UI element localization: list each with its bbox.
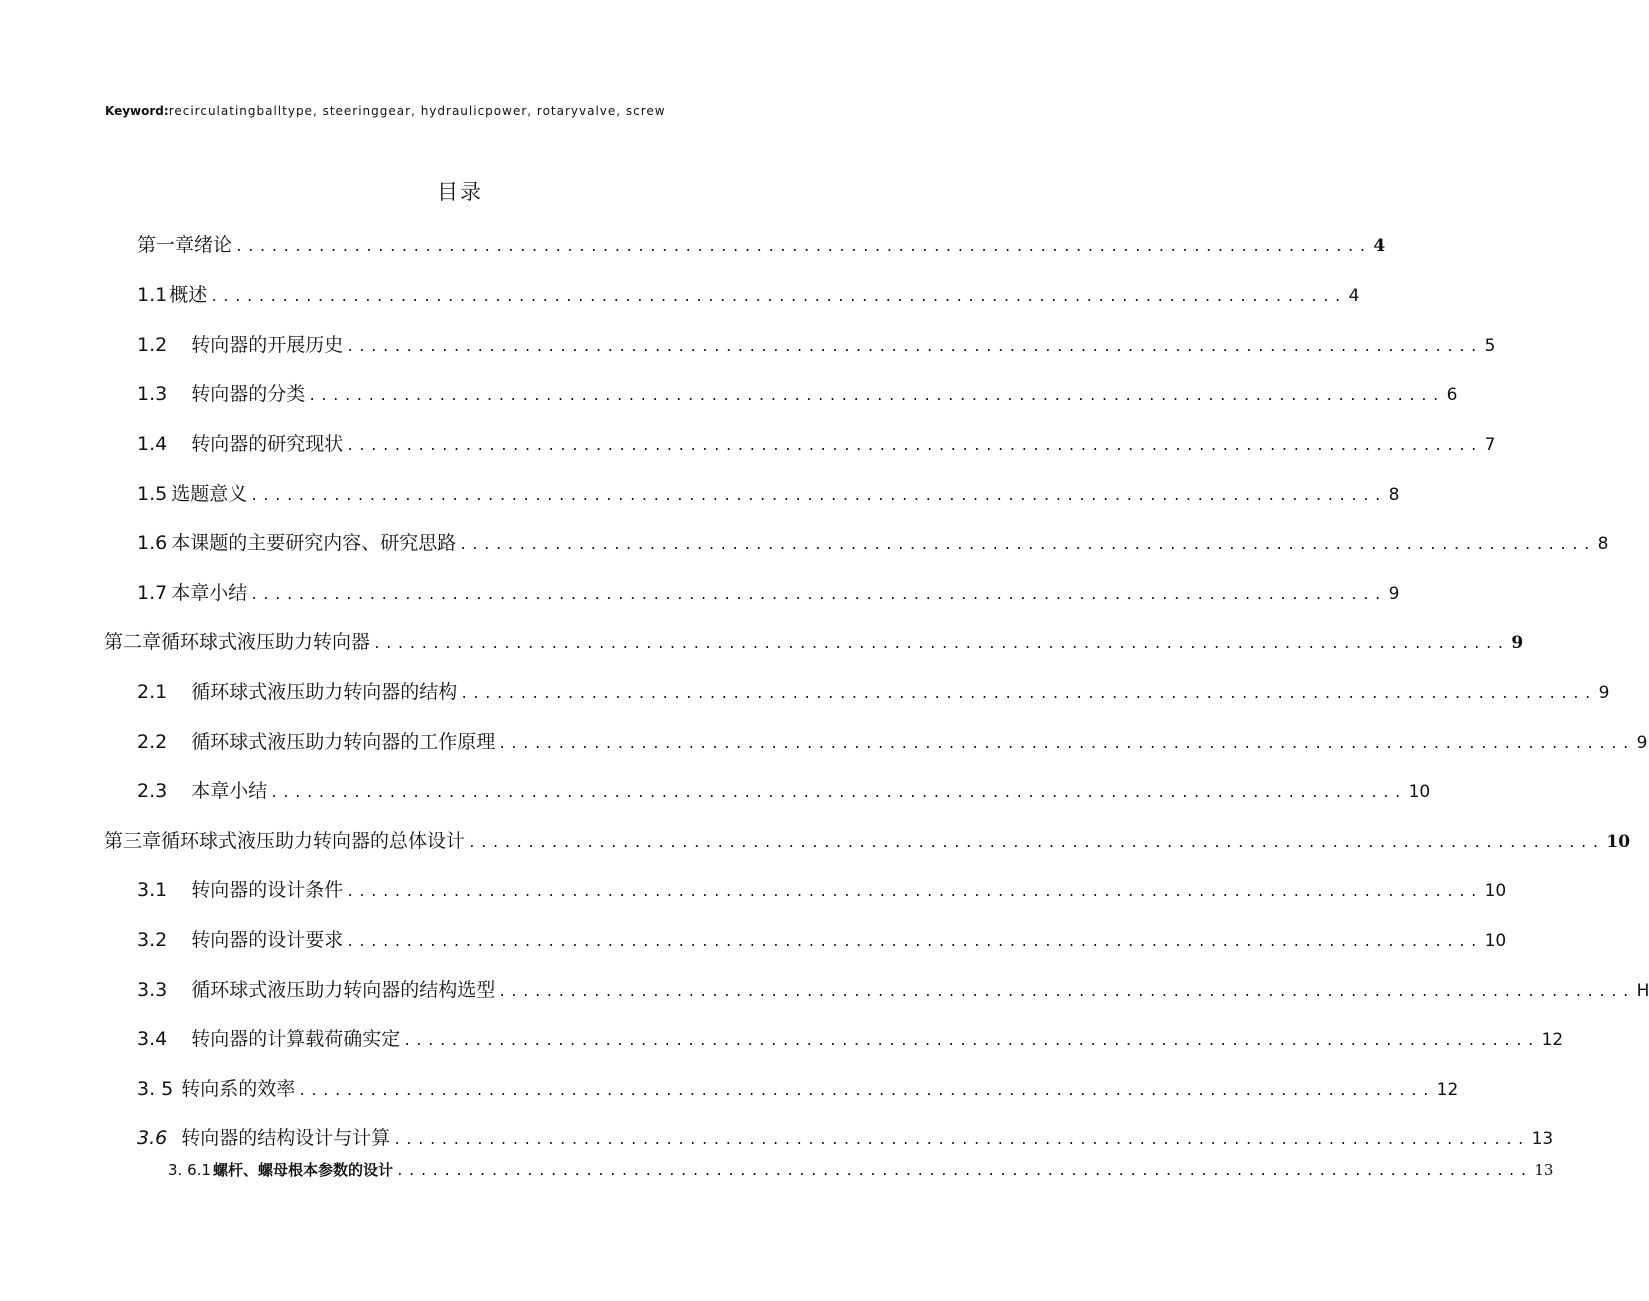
leader-dots: ................................................................................................ xyxy=(403,1034,1539,1049)
toc-entry-number: 1.1 xyxy=(137,284,168,306)
toc-entry-number: 2.1 xyxy=(137,681,168,703)
toc-entry[interactable] xyxy=(137,925,1507,951)
toc-entry-number: 1.4 xyxy=(137,433,168,455)
toc-entry-page: 9 xyxy=(1388,584,1400,604)
toc-entry-number: 1.6 xyxy=(137,532,168,554)
toc-entry[interactable] xyxy=(137,1024,1564,1050)
toc-entry-number: 3.6 xyxy=(137,1127,168,1149)
toc-entry-page: 10 xyxy=(1484,931,1507,951)
toc-entry-page: 9 xyxy=(1598,683,1610,703)
toc-entry-label: 转向系的效率 xyxy=(181,1078,296,1100)
toc-entry[interactable] xyxy=(137,1123,1554,1149)
toc-entry-label: 转向器的结构设计与计算 xyxy=(181,1127,391,1149)
toc-entry[interactable] xyxy=(137,1074,1459,1100)
toc-entry[interactable] xyxy=(137,578,1400,604)
toc-entry-page: 9 xyxy=(1636,733,1648,753)
toc-entry-label: 转向器的分类 xyxy=(191,383,306,405)
toc-entry[interactable] xyxy=(137,528,1609,554)
toc-title: 目录 xyxy=(437,180,483,204)
leader-dots: ................................................................................................ xyxy=(346,439,1482,454)
toc-entry-page: 12 xyxy=(1541,1030,1564,1050)
toc-entry-page: 10 xyxy=(1408,782,1431,802)
leader-dots: ................................................................................................ xyxy=(498,985,1634,1000)
toc-entry[interactable] xyxy=(137,677,1610,703)
toc-entry-page: 12 xyxy=(1436,1080,1459,1100)
toc-entry-page: 4 xyxy=(1373,236,1386,256)
leader-dots: ................................................................................................ xyxy=(346,885,1482,900)
keyword-label: Keyword: xyxy=(105,104,169,118)
toc-entry-label: 循环球式液压助力转向器的结构选型 xyxy=(191,979,496,1001)
toc-entry[interactable] xyxy=(168,1159,1554,1185)
toc-entry-label: 转向器的设计条件 xyxy=(191,879,344,901)
leader-dots: ................................................................................................ xyxy=(460,687,1596,702)
toc-entry[interactable] xyxy=(104,627,1524,653)
toc-entry-page: 6 xyxy=(1446,385,1458,405)
toc-entry[interactable] xyxy=(137,379,1458,405)
toc-entry-label: 第二章循环球式液压助力转向器 xyxy=(104,631,371,653)
toc-entry-label: 本章小结 xyxy=(171,582,248,604)
toc-entry-number: 3. 6.1 xyxy=(168,1161,211,1179)
toc-entry-page: 13 xyxy=(1534,1161,1554,1179)
toc-entry-label: 转向器的计算载荷确实定 xyxy=(191,1028,401,1050)
toc-entry[interactable] xyxy=(137,727,1648,753)
toc-entry-page: 10 xyxy=(1606,832,1631,852)
leader-dots: ................................................................................................ xyxy=(395,1164,1532,1179)
toc-entry-page: 8 xyxy=(1597,534,1609,554)
toc-entry[interactable] xyxy=(137,479,1400,505)
toc-entry-label: 螺杆、螺母根本参数的设计 xyxy=(212,1161,393,1179)
toc-entry-label: 转向器的开展历史 xyxy=(191,334,344,356)
toc-entry[interactable] xyxy=(137,875,1507,901)
toc-entry-number: 3.3 xyxy=(137,979,168,1001)
toc-entry-number: 2.3 xyxy=(137,780,168,802)
toc-entry-label: 第三章循环球式液压助力转向器的总体设计 xyxy=(104,830,466,852)
toc-entry-label: 概述 xyxy=(169,284,208,306)
toc-entry-label: 循环球式液压助力转向器的工作原理 xyxy=(191,731,496,753)
leader-dots: ................................................................................................ xyxy=(298,1084,1434,1099)
leader-dots: ................................................................................................ xyxy=(235,240,1371,255)
toc-entry-page: 13 xyxy=(1531,1129,1554,1149)
toc-entry[interactable] xyxy=(104,826,1631,852)
leader-dots: ................................................................................................ xyxy=(346,935,1482,950)
toc-entry-number: 3. 5 xyxy=(137,1078,174,1100)
toc-entry-number: 2.2 xyxy=(137,731,168,753)
leader-dots: ................................................................................................ xyxy=(498,737,1634,752)
toc-entry-page: 7 xyxy=(1484,435,1496,455)
toc-entry[interactable] xyxy=(137,230,1386,256)
leader-dots: ................................................................................................ xyxy=(210,290,1346,305)
toc-entry-label: 本课题的主要研究内容、研究思路 xyxy=(171,532,457,554)
toc-entry-page: H xyxy=(1636,981,1649,1001)
toc-entry-number: 3.2 xyxy=(137,929,168,951)
toc-entry[interactable] xyxy=(137,429,1496,455)
toc-entry-number: 1.3 xyxy=(137,383,168,405)
toc-entry-page: 5 xyxy=(1484,336,1496,356)
toc-entry[interactable] xyxy=(137,776,1431,802)
leader-dots: ................................................................................................ xyxy=(270,786,1406,801)
toc-entry-number: 1.7 xyxy=(137,582,168,604)
toc-entry[interactable] xyxy=(137,280,1360,306)
toc-entry-page: 8 xyxy=(1388,485,1400,505)
toc-entry-label: 第一章绪论 xyxy=(137,234,233,256)
toc-entry-page: 9 xyxy=(1511,633,1524,653)
toc-entry-label: 循环球式液压助力转向器的结构 xyxy=(191,681,458,703)
leader-dots: ................................................................................................ xyxy=(393,1133,1529,1148)
toc-entry[interactable] xyxy=(137,330,1496,356)
toc-entry-page: 4 xyxy=(1348,286,1360,306)
toc-entry-page: 10 xyxy=(1484,881,1507,901)
toc-entry-number: 1.2 xyxy=(137,334,168,356)
leader-dots: ................................................................................................ xyxy=(250,588,1386,603)
toc-entry-label: 转向器的设计要求 xyxy=(191,929,344,951)
toc-entry[interactable] xyxy=(137,975,1649,1001)
toc-entry-number: 1.5 xyxy=(137,483,168,505)
toc-entry-number: 3.4 xyxy=(137,1028,168,1050)
toc-entry-number: 3.1 xyxy=(137,879,168,901)
leader-dots: ................................................................................................ xyxy=(308,389,1444,404)
leader-dots: ................................................................................................ xyxy=(250,489,1386,504)
leader-dots: ................................................................................................ xyxy=(468,836,1604,851)
leader-dots: ................................................................................................ xyxy=(459,538,1595,553)
toc-entry-label: 本章小结 xyxy=(191,780,268,802)
leader-dots: ................................................................................................ xyxy=(373,637,1509,652)
toc-entry-label: 选题意义 xyxy=(171,483,248,505)
toc-entry-label: 转向器的研究现状 xyxy=(191,433,344,455)
leader-dots: ................................................................................................ xyxy=(346,340,1482,355)
keyword-text: recirculatingballtype, steeringgear, hydraulicpower, rotaryvalve, screw xyxy=(168,104,666,118)
